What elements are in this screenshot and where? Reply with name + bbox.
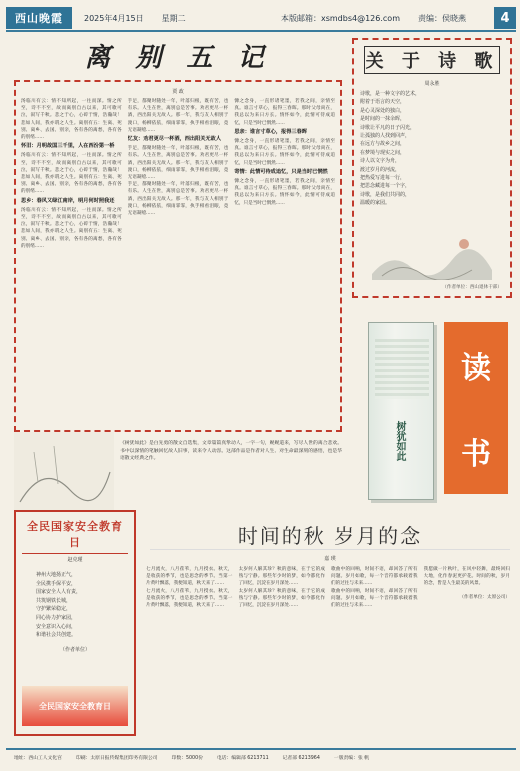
main-article-col-3: [234, 98, 335, 438]
second-article-col-2: [239, 566, 326, 736]
paragraph: 慷之念身，一直形诸笔墨，若我之间，亲情至真。谁言寸草心，报得三春晖。那时父母尚在，我总以为来日方长。情怀如今，此情可待成追忆，只是当时已惘然……: [234, 139, 336, 166]
paragraph: 歌曲中的回响，时间不语，却回答了所有问题。岁月如歌，每一个音符都承载着我们的过往与未来……: [331, 588, 418, 609]
second-article-credit: （作者单位：太原公司）: [459, 594, 510, 600]
poem-line: 诗歌，是我们共同的，: [360, 191, 411, 198]
security-poem-line: 全民携手保平安，: [36, 580, 77, 587]
masthead-logo: 西山晚霞: [6, 7, 72, 29]
security-box-author: 赵克瑾: [67, 557, 83, 563]
security-poem-line: 共筑钢铁长城，: [36, 597, 72, 604]
poetry-column: [352, 38, 512, 298]
poem-line: 诗歌让平凡的日子闪光，: [360, 124, 416, 131]
issue-weekday: 星期二: [161, 13, 186, 23]
security-banner-image: 全民国家安全教育日: [22, 686, 128, 726]
security-box-credit: （作者单位）: [59, 646, 90, 653]
section-heading: 思乡：春风又绿江南岸，明月何时照我还: [21, 197, 115, 204]
footer-phone-reporter: 记者部 6213964: [282, 755, 320, 761]
paragraph: 太岁何人解其珍？秋的意味，在于它的成熟与宁静。那些年少时的梦，如今都化作了回忆，沉淀在岁月深处……: [238, 588, 325, 609]
paragraph: 汤临川有云：情不知所起，一往而深。情之所至，诗不不至，故而离别自古以来，其可歌可泣，叙写千秋。悲之于心，心碎于情，浩瀚哉！悲如人间，我亦谓之人生。离别有五：生离、死别、离乡、去国、别亲，各有各的离愁，各有各的别绪……: [21, 153, 122, 195]
paragraph: 手足，都聚时随处一年，叶落归根，既有苦，也有乐。人生在世，离别总是苦事。劝君更尽一杯酒，西出阳关无故人。那一年，我与友人相别于渡口，杨柳依依，细雨霏霏，执手相看泪眼，竟无语凝噎……: [127, 146, 229, 181]
second-article-col-1: [146, 566, 233, 736]
main-article-author: 贾 政: [172, 89, 184, 95]
poem-line: 在远方与故乡之间，: [360, 141, 406, 148]
second-article-author: 嘉 瑛: [324, 556, 336, 562]
paragraph: 七月流火，八月萑苇，九月授衣。秋天，是收获的季节，也是思念的季节。当第一片黄叶飘落，我便知道，秋天来了……: [146, 588, 233, 609]
poem-line: 温暖的家园。: [360, 200, 391, 207]
paragraph: 汤临川有云：情不知所起，一往而深。情之所至，诗不不至，故而离别自古以来，其可歌可泣，叙写千秋。悲之于心，心碎于情，浩瀚哉！悲如人间，我亦谓之人生。离别有五：生离、死别、离乡、去国、别亲，各有各的离愁，各有各的别绪……: [21, 99, 122, 141]
main-article: [14, 38, 342, 432]
footer-circulation: 印数：5000份: [171, 755, 203, 761]
contact-email[interactable]: 本版邮箱：xsmdbs4@126.com: [280, 13, 400, 23]
paragraph: 慷之念身，一直形诸笔墨，若我之间，亲情至真。谁言寸草心，报得三春晖。那时父母尚在，我总以为来日方长。情怀如今，此情可待成追忆，只是当时已惘然……: [234, 99, 336, 126]
reading-section-badge: [444, 322, 508, 494]
footer-address: 地址：西山工人文化宫: [14, 755, 62, 761]
poetry-credit: （作者单位：西山退休干部）: [442, 285, 502, 290]
main-article-title: 离 别 五 记: [84, 42, 272, 73]
second-article-body: [146, 566, 510, 736]
page-footer: [6, 748, 516, 764]
poem-line: 渡过岁月的河流，: [360, 166, 401, 173]
second-article-col-3: [331, 566, 418, 736]
paragraph: 七月流火，八月萑苇，九月授衣。秋天，是收获的季节，也是思念的季节。当第一片黄叶飘落，我便知道，秋天来了……: [146, 567, 233, 587]
footer-printer: 印刷：太原日报传媒集团印务有限公司: [75, 755, 158, 761]
poem-line: 让孤独的人找到回声，: [360, 133, 411, 140]
footer-phone-editorial: 电话：编辑部 6213711: [216, 755, 269, 761]
paragraph: 汤临川有云：情不知所起，一往而深。情之所至，诗不不至，故而离别自古以来，其可歌可泣，叙写千秋。悲之于心，心碎于情，浩瀚哉！悲如人间，我亦谓之人生。离别有五：生离、死别、离乡、去国、别亲，各有各的离愁，各有各的别绪……: [21, 207, 122, 249]
security-poem-line: 守护繁荣稳定，: [36, 606, 72, 613]
second-article-col-4: [424, 566, 511, 736]
poem-line: 是时间的一抹余晖，: [360, 116, 406, 123]
security-poem-line: 和谐社会共创建。: [36, 632, 77, 639]
security-poem-line: 国家安全人人有责，: [36, 589, 82, 596]
security-poem-line: 安全意识入心间，: [36, 623, 77, 630]
national-security-box: [14, 510, 136, 736]
poem-lines: [360, 90, 504, 208]
security-poem-line: 同心协力护家园，: [36, 614, 77, 621]
badge-char-2: 书: [461, 437, 491, 472]
paragraph: 我愿做一片秋叶，在风中轻舞，最终回归大地，化作春泥更护花。时间的秋，岁月的念，皆是人生最美的风景。: [423, 567, 510, 587]
section-heading: 怀旧：月明故国三千里，人在西汾第一桥: [21, 143, 115, 150]
section-heading: 寄情：此情可待成追忆，只是当时已惘然: [234, 168, 328, 175]
security-box-title: 全民国家安全教育日: [22, 518, 128, 554]
book-review-text: 《树犹如此》是白先勇的散文自选集，文章篇篇真挚动人，一字一句，娓娓道来，写尽人世的离合悲欢。书中以深情的笔触回忆故人旧事，读来令人动容。这部作品是作者对人生、对生命最深刻的感悟，也是华语散文经典之作。: [120, 441, 342, 462]
poem-line: 把热爱写进每一行，: [360, 175, 406, 182]
poem-line: 是心灵深处的独白，: [360, 107, 406, 114]
main-article-col-2: [128, 98, 229, 438]
poem-line: 在梦境与现实之间，: [360, 149, 406, 156]
page-header: [6, 6, 516, 32]
poem-line: 把思念藏进每一个字，: [360, 183, 411, 190]
book-cover-title: 树犹如此: [394, 421, 405, 461]
decorative-ink-illustration: [14, 432, 114, 512]
footer-editor: 一版责编：张 帆: [333, 755, 370, 761]
main-article-col-1: [21, 98, 122, 438]
badge-char-1: 读: [461, 351, 491, 386]
section-heading: 思亲：谁言寸草心，报得三春晖: [234, 128, 307, 135]
book-cover-image: [368, 322, 434, 500]
paragraph: 手足，都聚时随处一年，叶落归根，既有苦，也有乐。人生在世，离别总是苦事。劝君更尽一杯酒，西出阳关无故人。那一年，我与友人相别于渡口，杨柳依依，细雨霏霏，执手相看泪眼，竟无语凝噎……: [127, 99, 229, 133]
poem-line: 诗歌，是一种文字的艺术，: [360, 91, 421, 97]
security-poem-lines: [22, 571, 128, 640]
poem-line: 附着于语言的天空，: [360, 99, 406, 106]
second-article-title: 时间的秋 岁月的念: [150, 520, 510, 550]
main-article-body: [14, 80, 342, 432]
security-poem-line: 神州大地扬正气，: [36, 572, 77, 578]
paragraph: 太岁何人解其珍？秋的意味，在于它的成熟与宁静。那些年少时的梦，如今都化作了回忆，沉淀在岁月深处……: [238, 567, 325, 587]
paragraph: 慷之念身，一直形诸笔墨，若我之间，亲情至真。谁言寸草心，报得三春晖。那时父母尚在，我总以为来日方长。情怀如今，此情可待成追忆，只是当时已惘然……: [234, 179, 336, 206]
page-number: 4: [494, 7, 516, 29]
poetry-title: 关 于 诗 歌: [364, 46, 500, 74]
paragraph: 手足，都聚时随处一年，叶落归根，既有苦，也有乐。人生在世，离别总是苦事。劝君更尽一杯酒，西出阳关无故人。那一年，我与友人相别于渡口，杨柳依依，细雨霏霏，执手相看泪眼，竟无语凝噎……: [127, 182, 229, 217]
issue-date: 2025年4月15日: [84, 13, 144, 23]
paragraph: 歌曲中的回响，时间不语，却回答了所有问题。岁月如歌，每一个音符都承载着我们的过往与未来……: [331, 567, 418, 587]
section-heading: 忆友：劝君更尽一杯酒，西出阳关无故人: [127, 136, 222, 143]
ink-landscape-illustration: [372, 230, 492, 280]
poem-line: 诗人以文字为舟，: [360, 158, 401, 165]
poetry-author: 周永胜: [424, 81, 440, 87]
page-editor: 责编：侯晓燕: [418, 13, 466, 23]
cover-pattern: [375, 339, 429, 399]
